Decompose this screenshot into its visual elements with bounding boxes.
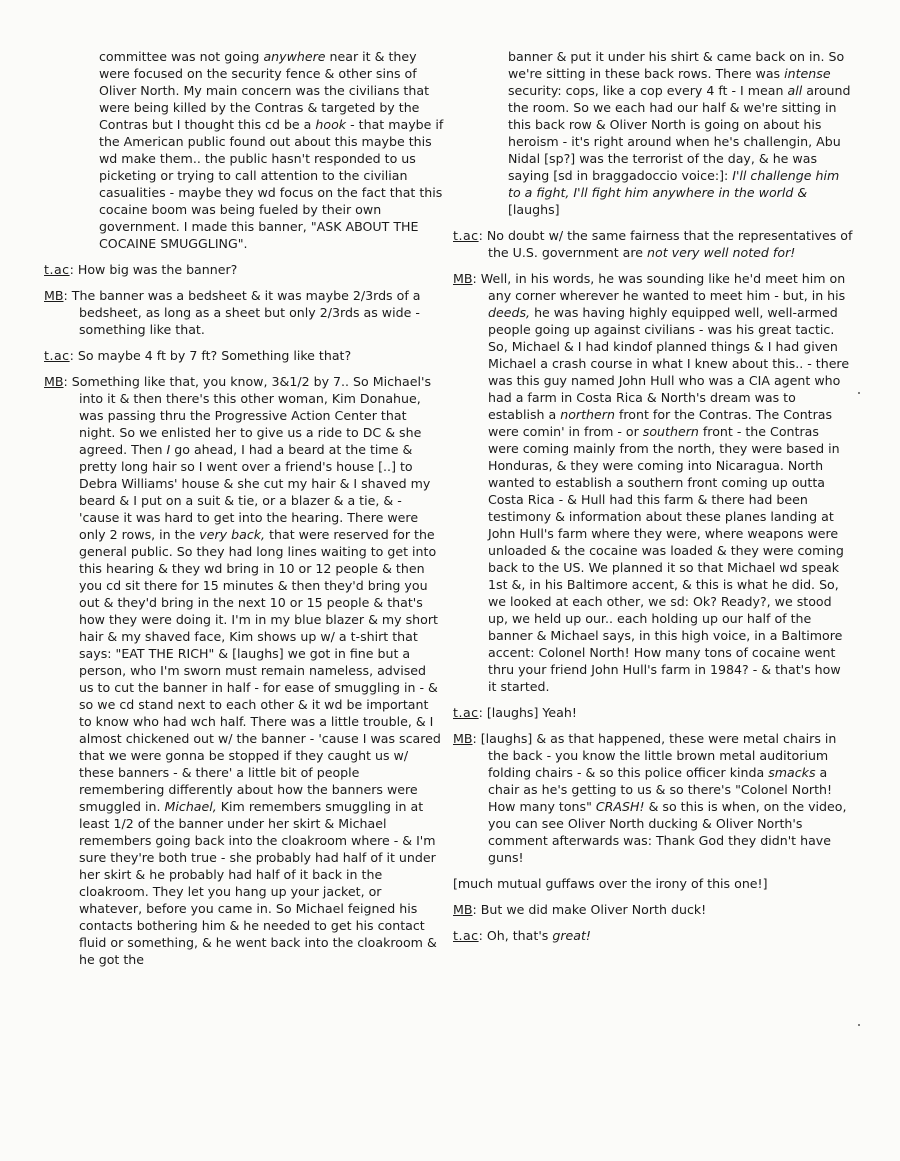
emphasized-text: intense	[784, 66, 831, 81]
emphasized-text: I	[166, 442, 171, 457]
speaker-label: t.ac	[453, 228, 479, 243]
left-entries	[44, 261, 444, 968]
speaker-separator: :	[63, 288, 72, 303]
speaker-label: MB	[44, 288, 64, 303]
text-run: he was having highly equipped well, well-armed people going up against civilians - was his great tactic. So, Michael & I had kindof planned things & I had given Michael a crash course in what I knew about this.. - there was this guy named John Hull who was a CIA agent who had a farm in Costa Rica & North's dream was to establish a	[488, 305, 850, 422]
speaker-separator: :	[69, 262, 78, 277]
speaker-label: t.ac	[44, 262, 70, 277]
speaker-label: MB	[453, 271, 473, 286]
speaker-label: t.ac	[44, 348, 70, 363]
dialogue-entry	[453, 227, 853, 261]
speaker-separator: :	[472, 271, 481, 286]
text-run: Something like that, you know, 3&1/2 by 7.. So Michael's into it & then there's this other woman, Kim Donahue, was passing thru the Progressive Action Center that night. So we enlisted her to give us a ride to DC & she agreed. Then	[71, 374, 432, 457]
text-run: - that maybe if the American public found out about this maybe this wd make them.. the public hasn't responded to us picketing or trying to call attention to the civilian casualities - maybe they wd focus on the fact that this cocaine boom was being fueled by their own government. I made this banner, "ASK ABOUT THE COCAINE SMUGGLING".	[99, 117, 444, 251]
emphasized-text: I'll challenge him to a fight, I'll fight him anywhere in the world &	[508, 168, 840, 200]
text-run: front for the Contras. The Contras were comin' in from - or	[488, 407, 833, 439]
emphasized-text: northern	[560, 407, 615, 422]
right-entries	[453, 227, 853, 944]
text-run: Oh, that's	[486, 928, 553, 943]
scan-speck	[858, 392, 860, 394]
dialogue-entry	[453, 927, 853, 944]
text-run: committee was not going	[99, 49, 264, 64]
text-run: No doubt w/ the same fairness that the representatives of the U.S. government are	[486, 228, 853, 260]
right-column	[453, 48, 853, 953]
right-intro-paragraph	[453, 48, 853, 218]
dialogue-entry	[44, 347, 444, 364]
text-run: Kim remembers smuggling in at least 1/2 of the banner under her skirt & Michael remembers going back into the cloakroom where - & I'm sure they're both true - she probably had half of it under her skirt & he probably had half of it back in the cloakroom. They let you hang up your jacket, or whatever, before you came in. So Michael feigned his contacts bothering him & he needed to get his contact fluid or something, & he went back into the cloakroom & he got the	[79, 799, 437, 967]
dialogue-entry	[44, 287, 444, 338]
dialogue-entry	[453, 704, 853, 721]
speaker-label: t.ac	[453, 928, 479, 943]
speaker-label: MB	[453, 902, 473, 917]
emphasized-text: anywhere	[263, 49, 326, 64]
text-run: go ahead, I had a beard at the time & pretty long hair so I went over a friend's house [..] to Debra Williams' house & she cut my hair & I shaved my beard & I put on a suit & tie, or a blazer & a tie, & - 'cause it was hard to get into the hearing. There were only 2 rows, in the	[79, 442, 431, 542]
text-run: a chair as he's getting to us & so there's "Colonel North! How many tons"	[488, 765, 833, 814]
speaker-separator: :	[478, 705, 487, 720]
emphasized-text: deeds,	[488, 305, 531, 320]
text-run: security: cops, like a cop every 4 ft - I mean	[508, 83, 788, 98]
speaker-label: t.ac	[453, 705, 479, 720]
emphasized-text: not very well noted for!	[647, 245, 796, 260]
text-run: & so this is when, on the video, you can see Oliver North ducking & Oliver North's comment afterwards was: Thank God they didn't have guns!	[488, 799, 847, 865]
speaker-separator: :	[478, 928, 487, 943]
emphasized-text: southern	[642, 424, 699, 439]
speaker-label: MB	[453, 731, 473, 746]
text-run: around the room. So we each had our half & we're sitting in this back row & Oliver North is going on about his heroism - it's right around when he's challengin, Abu Nidal [sp?] was the terrorist of the day, & he was saying [sd in braggadoccio voice:]:	[508, 83, 851, 183]
text-run: front - the Contras were coming mainly from the north, they were based in Honduras, & they were coming into Nicaragua. North wanted to establish a southern front coming up outta Costa Rica - & Hull had this farm & there had been testimony & information about these planes landing at John Hull's farm where they were, where weapons were unloaded & the cocaine was loaded & they were coming back to the US. We planned it so that Michael wd speak 1st &, in his Baltimore accent, & this is what he did. So, we looked at each other, we sd: Ok? Ready?, we stood up, we held up our.. each holding up our half of the banner & Michael says, in this high voice, in a Baltimore accent: Colonel North! How many tons of cocaine went thru your friend John Hull's farm in 1984? - & that's how it started.	[488, 424, 844, 694]
speaker-separator: :	[69, 348, 78, 363]
emphasized-text: all	[787, 83, 803, 98]
dialogue-entry	[453, 901, 853, 918]
dialogue-entry	[44, 261, 444, 278]
emphasized-text: smacks	[768, 765, 816, 780]
speaker-label: MB	[44, 374, 64, 389]
left-column	[44, 48, 444, 977]
dialogue-entry	[453, 730, 853, 866]
emphasized-text: great!	[552, 928, 591, 943]
emphasized-text: Michael,	[164, 799, 217, 814]
dialogue-entry	[453, 270, 853, 695]
text-run: The banner was a bedsheet & it was maybe 2/3rds of a bedsheet, as long as a sheet but only 2/3rds as wide - something like that.	[71, 288, 421, 337]
stage-note	[453, 875, 853, 892]
text-run: [laughs]	[508, 202, 560, 217]
text-run: [laughs] Yeah!	[486, 705, 577, 720]
scan-speck	[858, 1024, 860, 1026]
text-run: [much mutual guffaws over the irony of this one!]	[453, 876, 768, 891]
speaker-separator: :	[472, 731, 481, 746]
text-run: that were reserved for the general public. So they had long lines waiting to get into this hearing & they wd bring in 10 or 12 people & then you cd sit there for 15 minutes & then they'd bring you out & they'd bring in the next 10 or 15 people & that's how they were doing it. I'm in my blue blazer & my short hair & my shaved face, Kim shows up w/ a t-shirt that says: "EAT THE RICH" & [laughs] we got in fine but a person, who I'm sworn must remain nameless, advised us to cut the banner in half - for ease of smuggling in - & so we cd stand next to each other & it wd be important to know who had wch half. There was a little trouble, & I almost chickened out w/ the banner - 'cause I was scared that we were gonna be stopped if they caught us w/ these banners - & there' a little bit of people remembering differently about how the banners were smuggled in.	[79, 527, 441, 814]
emphasized-text: CRASH!	[595, 799, 645, 814]
emphasized-text: hook	[315, 117, 347, 132]
speaker-separator: :	[478, 228, 487, 243]
left-intro-paragraph	[44, 48, 444, 252]
text-run: [laughs] & as that happened, these were metal chairs in the back - you know the little brown metal auditorium folding chairs - & so this police officer kinda	[480, 731, 837, 780]
text-run: Well, in his words, he was sounding like he'd meet him on any corner wherever he wanted to meet him - but, in his	[480, 271, 846, 303]
text-run: But we did make Oliver North duck!	[480, 902, 707, 917]
text-run: near it & they were focused on the security fence & other sins of Oliver North. My main concern was the civilians that were being killed by the Contras & targeted by the Contras but I thought this cd be a	[99, 49, 430, 132]
emphasized-text: very back,	[199, 527, 266, 542]
speaker-separator: :	[472, 902, 481, 917]
speaker-separator: :	[63, 374, 72, 389]
text-run: How big was the banner?	[77, 262, 238, 277]
text-run: banner & put it under his shirt & came back on in. So we're sitting in these back rows. There was	[508, 49, 845, 81]
text-run: So maybe 4 ft by 7 ft? Something like that?	[77, 348, 352, 363]
dialogue-entry	[44, 373, 444, 968]
